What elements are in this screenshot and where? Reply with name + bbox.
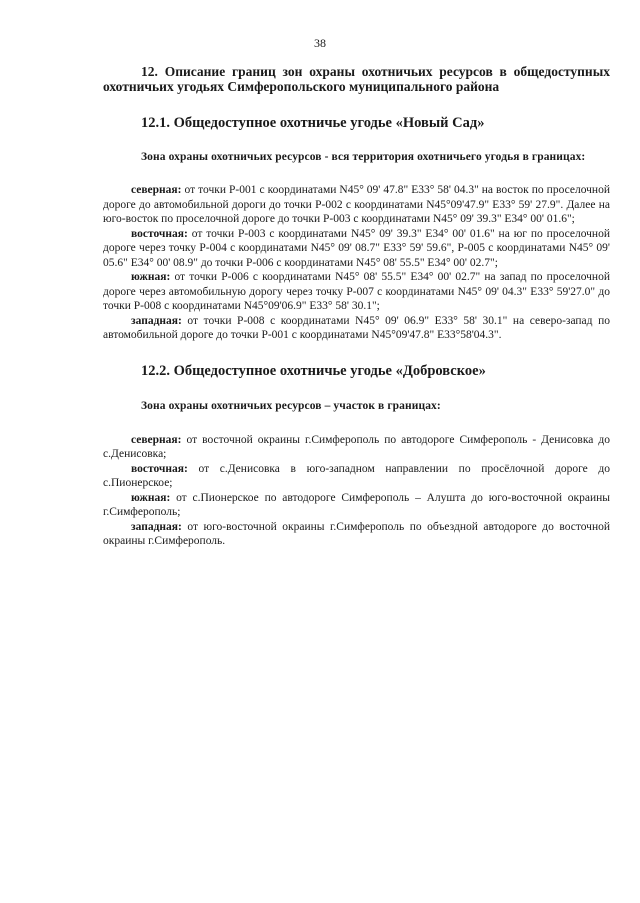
zone-intro-novyi-sad: Зона охраны охотничьих ресурсов - вся территория охотничьего угодья в границах: [141, 151, 586, 163]
boundary-direction: северная: [131, 433, 182, 446]
zone-intro-dobrovskoe: Зона охраны охотничьих ресурсов – участок в границах: [141, 399, 441, 412]
boundary-text: от точки Р-003 с координатами N45° 09' 39.3" E34° 00' 01.6" на юг по проселочной дороге через точку Р-004 с координатами N45° 09' 08.7" E33° 59' 59.6", Р-005 с координатами N45° 09' 05.6" E34° 00' 08.9" до точки Р-006 с координатами N45° 08' 55.5" E34° 00' 02.7"; [103, 227, 610, 269]
boundary-south [103, 270, 610, 314]
boundary-direction: западная: [131, 314, 182, 327]
boundary-text: от восточной окраины г.Симферополь по автодороге Симферополь - Денисовка до с.Денисовка; [103, 433, 610, 460]
section-title: 12. Описание границ зон охраны охотничьих ресурсов в общедоступных охотничьих угодьях Симферопольского муниципального района [103, 64, 610, 94]
boundaries-dobrovskoe [103, 433, 610, 549]
boundary-text: от точки Р-008 с координатами N45° 09' 06.9" E33° 58' 30.1" на северо-запад по автомобильной дороге до точки Р-001 с координатами N45°09'47.8" E33°58'04.3". [103, 314, 610, 341]
boundary-east [103, 462, 610, 491]
subsection-title-dobrovskoe: 12.2. Общедоступное охотничье угодье «Добровское» [141, 362, 486, 379]
boundary-direction: восточная: [131, 462, 188, 475]
boundary-text: от с.Денисовка в юго-западном направлении по просёлочной дороге до с.Пионерское; [103, 462, 610, 489]
boundary-west [103, 520, 610, 549]
boundary-text: от юго-восточной окраины г.Симферополь по объездной автодороге до восточной окраины г.Симферополь. [103, 520, 610, 547]
boundary-east [103, 227, 610, 271]
boundary-text: от с.Пионерское по автодороге Симферополь – Алушта до юго-восточной окраины г.Симферополь; [103, 491, 610, 518]
page-number: 38 [314, 36, 326, 50]
boundary-north [103, 433, 610, 462]
subsection-title-novyi-sad: 12.1. Общедоступное охотничье угодье «Новый Сад» [141, 115, 485, 131]
document-body [103, 64, 610, 549]
boundary-direction: северная: [131, 184, 182, 196]
boundaries-novyi-sad [103, 183, 610, 343]
boundary-north [103, 183, 610, 227]
boundary-direction: восточная: [131, 227, 188, 240]
boundary-text: от точки Р-006 с координатами N45° 08' 55.5" E34° 00' 02.7" на запад по проселочной дороге через автомобильную дорогу через точку Р-007 с координатами N45° 09' 04.3" E33° 59'27.0" до точки Р-008 с координатами N45°09'06.9" E33° 58' 30.1"; [103, 271, 610, 312]
boundary-direction: южная: [131, 491, 171, 504]
boundary-direction: южная: [131, 271, 171, 283]
boundary-text: от точки Р-001 с координатами N45° 09' 47.8" E33° 58' 04.3" на восток по проселочной дороге до автомобильной дороги до точки Р-002 с координатами N45°09'47.9" E33° 59' 27.9". Далее на юго-восток по проселочной дороге до точки Р-003 с координатами N45° 09' 39.3" E34° 00' 01.6"; [103, 184, 610, 225]
boundary-south [103, 491, 610, 520]
boundary-west [103, 314, 610, 343]
boundary-direction: западная: [131, 520, 182, 533]
